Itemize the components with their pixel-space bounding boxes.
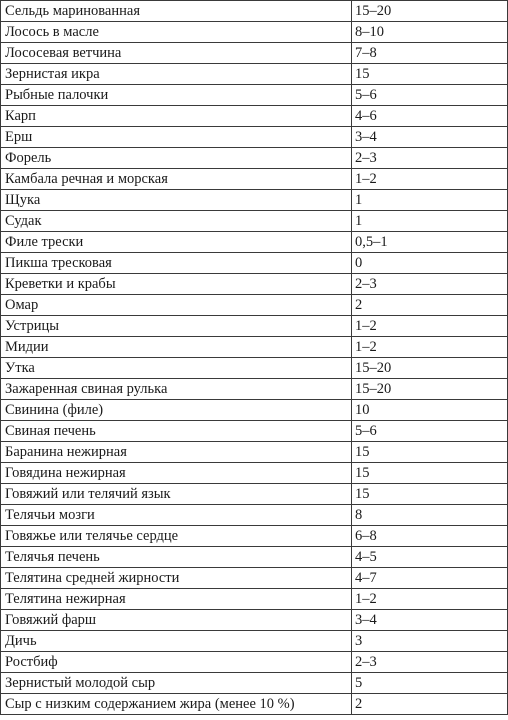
table-row (1, 379, 508, 400)
product-name-cell: Мидии (1, 337, 352, 358)
table-row (1, 85, 508, 106)
product-name-cell: Щука (1, 190, 352, 211)
fat-value-cell: 15–20 (352, 1, 508, 22)
product-name-cell: Свинина (филе) (1, 400, 352, 421)
table-body (1, 1, 508, 715)
table-row (1, 127, 508, 148)
fat-value-cell: 5–6 (352, 421, 508, 442)
fat-value-cell: 8–10 (352, 22, 508, 43)
product-name-cell: Баранина нежирная (1, 442, 352, 463)
table-row (1, 253, 508, 274)
table-row (1, 652, 508, 673)
fat-value-cell: 1–2 (352, 337, 508, 358)
table-row (1, 148, 508, 169)
product-name-cell: Камбала речная и морская (1, 169, 352, 190)
fat-value-cell: 3 (352, 631, 508, 652)
table-row (1, 526, 508, 547)
table-row (1, 547, 508, 568)
product-name-cell: Карп (1, 106, 352, 127)
product-name-cell: Зажаренная свиная рулька (1, 379, 352, 400)
table-row (1, 631, 508, 652)
fat-value-cell: 10 (352, 400, 508, 421)
fat-value-cell: 2–3 (352, 652, 508, 673)
fat-value-cell: 1–2 (352, 589, 508, 610)
fat-value-cell: 4–5 (352, 547, 508, 568)
table-row (1, 64, 508, 85)
table-row (1, 358, 508, 379)
fat-value-cell: 8 (352, 505, 508, 526)
fat-value-cell: 2 (352, 295, 508, 316)
table-row (1, 22, 508, 43)
product-name-cell: Омар (1, 295, 352, 316)
table-row (1, 169, 508, 190)
product-name-cell: Телячья печень (1, 547, 352, 568)
product-name-cell: Телятина нежирная (1, 589, 352, 610)
fat-value-cell: 3–4 (352, 610, 508, 631)
product-name-cell: Зернистая икра (1, 64, 352, 85)
fat-value-cell: 15 (352, 463, 508, 484)
product-name-cell: Судак (1, 211, 352, 232)
fat-value-cell: 4–6 (352, 106, 508, 127)
fat-value-cell: 15 (352, 64, 508, 85)
table-row (1, 610, 508, 631)
fat-value-cell: 1–2 (352, 169, 508, 190)
product-name-cell: Говяжий фарш (1, 610, 352, 631)
fat-value-cell: 15 (352, 442, 508, 463)
fat-value-cell: 15–20 (352, 379, 508, 400)
product-name-cell: Дичь (1, 631, 352, 652)
table-row (1, 568, 508, 589)
table-row (1, 463, 508, 484)
product-name-cell: Говяжий или телячий язык (1, 484, 352, 505)
fat-value-cell: 2 (352, 694, 508, 715)
table-row (1, 316, 508, 337)
fat-value-cell: 5–6 (352, 85, 508, 106)
product-name-cell: Лосось в масле (1, 22, 352, 43)
product-name-cell: Лососевая ветчина (1, 43, 352, 64)
table-row (1, 400, 508, 421)
product-name-cell: Сыр с низким содержанием жира (менее 10 %) (1, 694, 352, 715)
product-name-cell: Ерш (1, 127, 352, 148)
product-name-cell: Форель (1, 148, 352, 169)
fat-value-cell: 0 (352, 253, 508, 274)
table-row (1, 694, 508, 715)
fat-value-cell: 7–8 (352, 43, 508, 64)
fat-value-cell: 5 (352, 673, 508, 694)
table-row (1, 1, 508, 22)
fat-value-cell: 15 (352, 484, 508, 505)
product-name-cell: Зернистый молодой сыр (1, 673, 352, 694)
fat-value-cell: 2–3 (352, 148, 508, 169)
product-name-cell: Филе трески (1, 232, 352, 253)
table-row (1, 505, 508, 526)
table-row (1, 190, 508, 211)
product-name-cell: Ростбиф (1, 652, 352, 673)
product-name-cell: Креветки и крабы (1, 274, 352, 295)
table-row (1, 43, 508, 64)
fat-value-cell: 1–2 (352, 316, 508, 337)
table-row (1, 295, 508, 316)
product-name-cell: Пикша тресковая (1, 253, 352, 274)
product-name-cell: Устрицы (1, 316, 352, 337)
product-name-cell: Рыбные палочки (1, 85, 352, 106)
product-name-cell: Утка (1, 358, 352, 379)
fat-value-cell: 1 (352, 211, 508, 232)
table-row (1, 106, 508, 127)
product-name-cell: Телятина средней жирности (1, 568, 352, 589)
product-name-cell: Сельдь маринованная (1, 1, 352, 22)
fat-value-cell: 3–4 (352, 127, 508, 148)
product-name-cell: Телячьи мозги (1, 505, 352, 526)
fat-value-cell: 1 (352, 190, 508, 211)
fat-value-cell: 6–8 (352, 526, 508, 547)
table-row (1, 673, 508, 694)
table-row (1, 442, 508, 463)
product-name-cell: Свиная печень (1, 421, 352, 442)
fat-value-cell: 4–7 (352, 568, 508, 589)
table-row (1, 484, 508, 505)
table-row (1, 274, 508, 295)
product-name-cell: Говядина нежирная (1, 463, 352, 484)
product-name-cell: Говяжье или телячье сердце (1, 526, 352, 547)
table-row (1, 589, 508, 610)
table-row (1, 232, 508, 253)
table-row (1, 211, 508, 232)
fat-value-cell: 2–3 (352, 274, 508, 295)
table-row (1, 421, 508, 442)
fat-value-cell: 0,5–1 (352, 232, 508, 253)
fat-value-cell: 15–20 (352, 358, 508, 379)
table-row (1, 337, 508, 358)
